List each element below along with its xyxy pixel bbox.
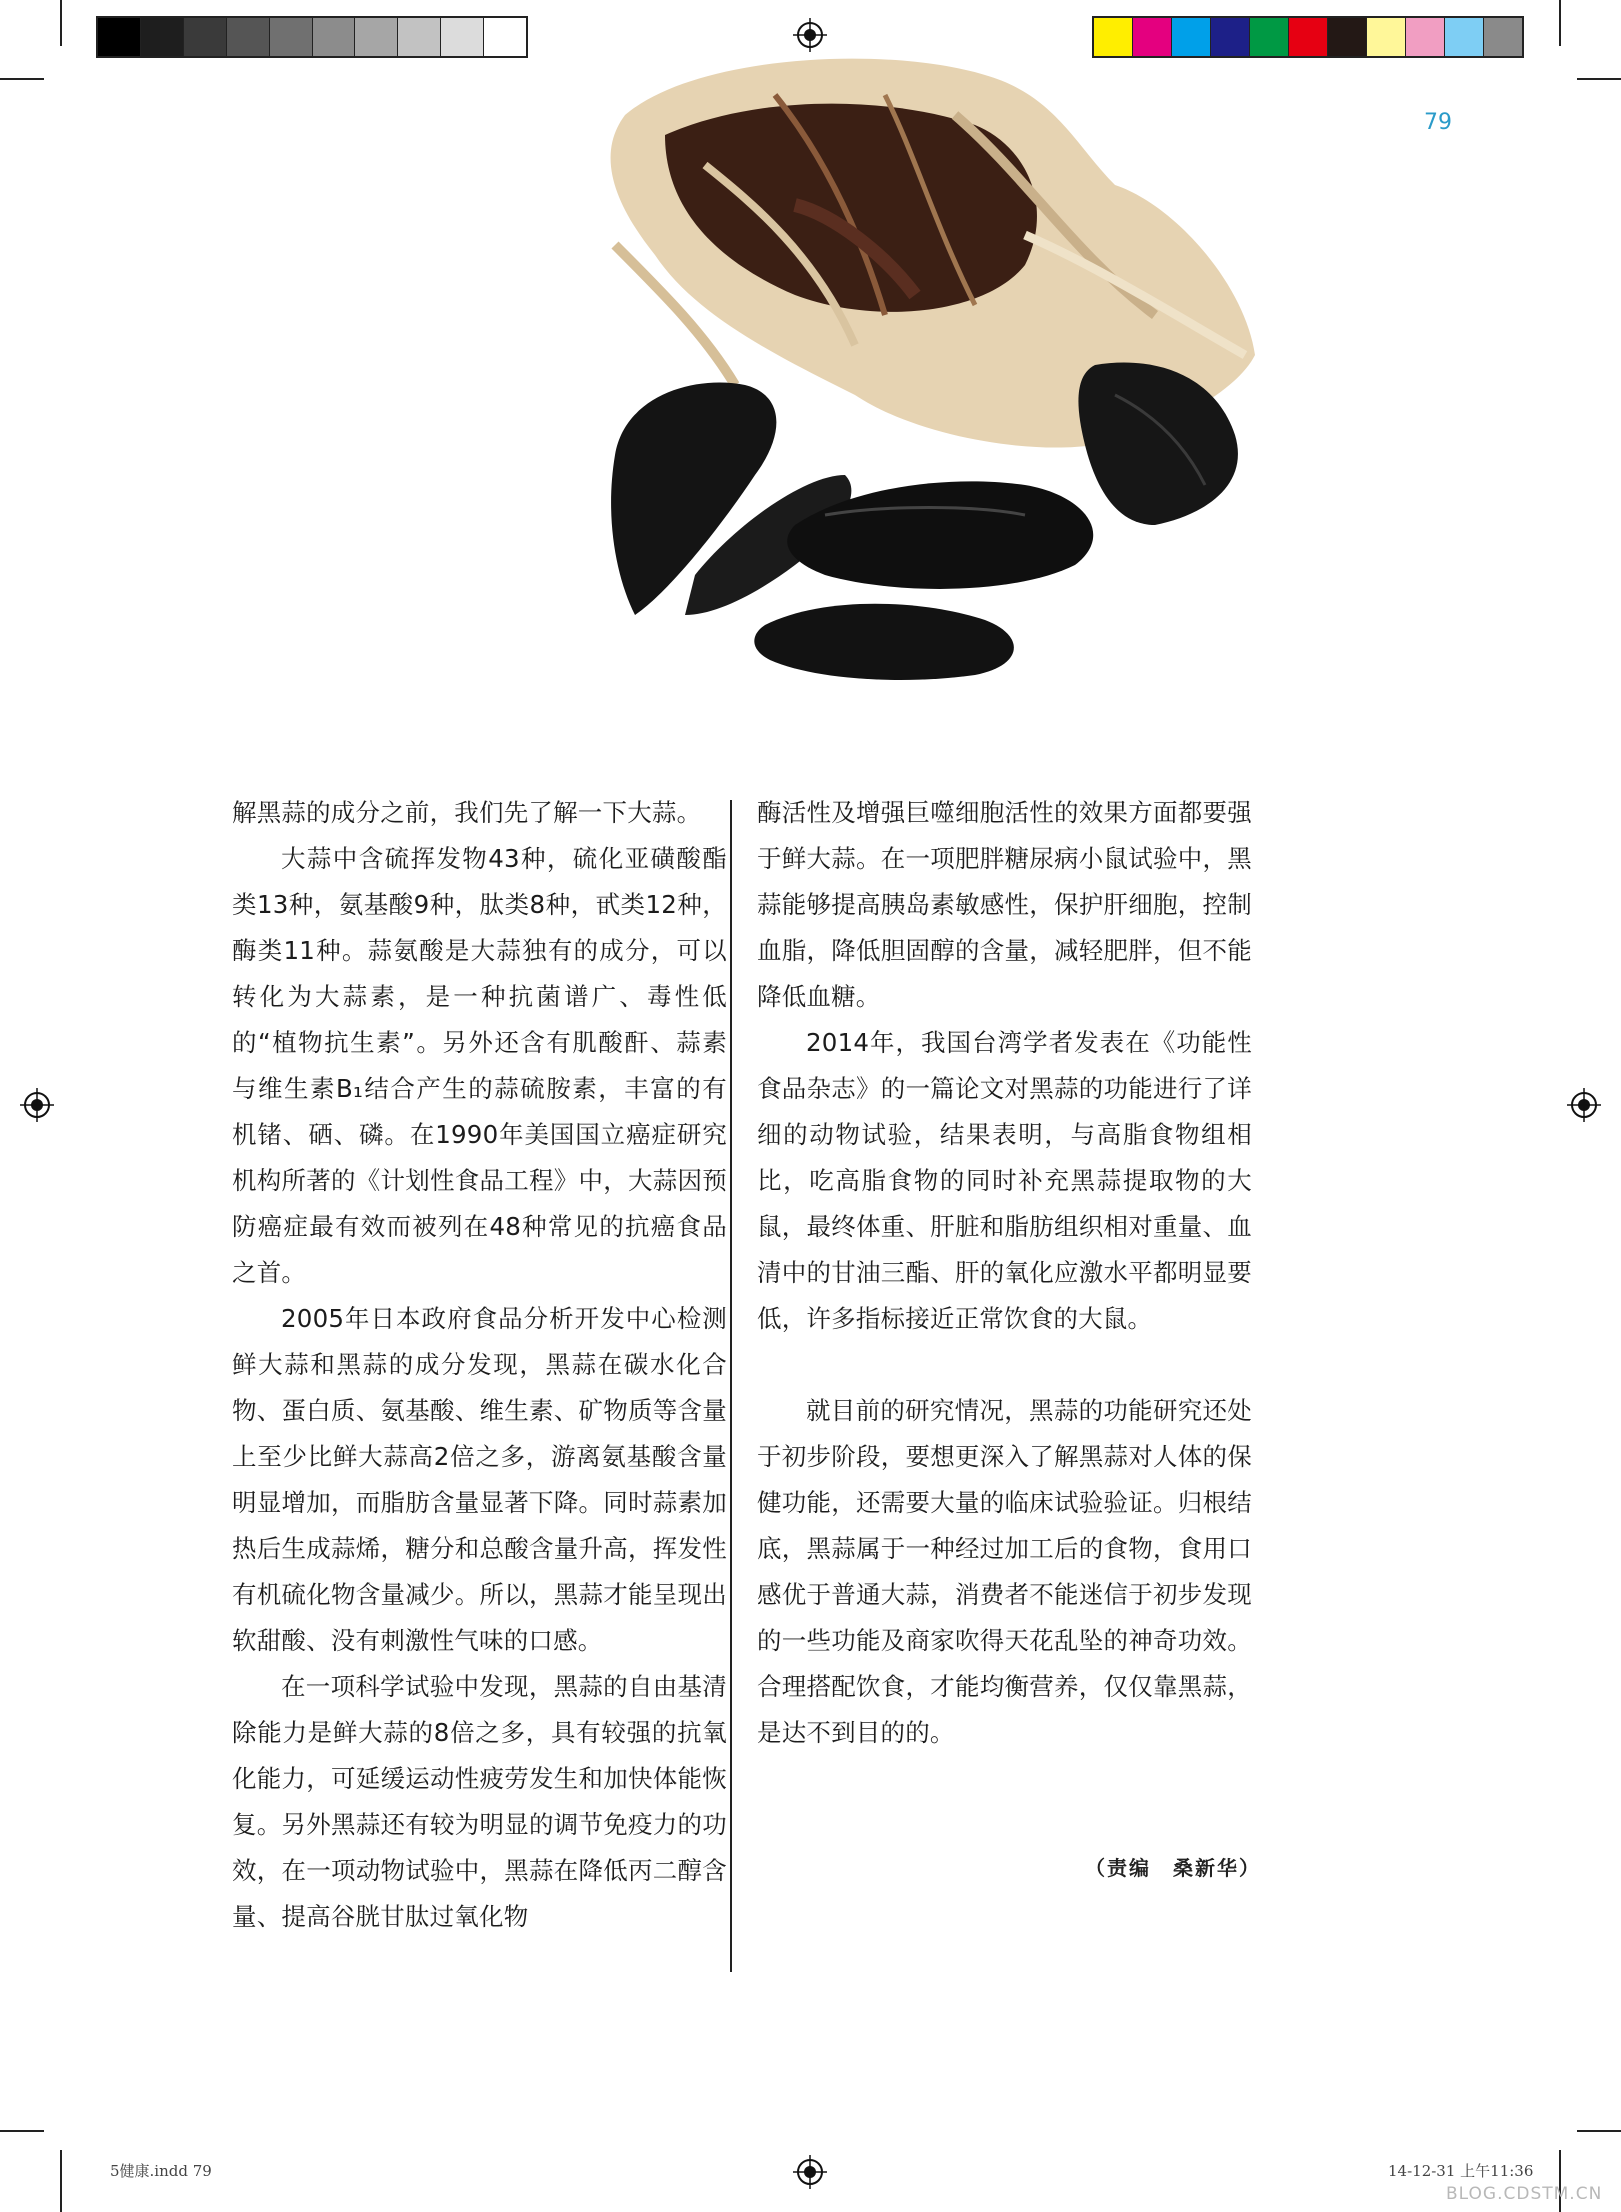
crop-mark bbox=[0, 2130, 44, 2132]
color-swatch bbox=[1406, 18, 1445, 56]
gray-swatch bbox=[313, 18, 356, 56]
paragraph: 2005年日本政府食品分析开发中心检测鲜大蒜和黑蒜的成分发现，黑蒜在碳水化合物、蛋白质、氨基酸、维生素、矿物质等含量上至少比鲜大蒜高2倍之多，游离氨基酸含量明显增加，而脂肪含量显著下降。同时蒜素加热后生成蒜烯，糖分和总酸含量升高，挥发性有机硫化物含量减少。所以，黑蒜才能呈现出软甜酸、没有刺激性气味的口感。 bbox=[232, 1304, 727, 1655]
crop-mark bbox=[1559, 0, 1561, 46]
gray-swatch bbox=[441, 18, 484, 56]
color-swatch bbox=[1133, 18, 1172, 56]
paragraph: 2014年，我国台湾学者发表在《功能性食品杂志》的一篇论文对黑蒜的功能进行了详细的动物试验，结果表明，与高脂食物组相比，吃高脂食物的同时补充黑蒜提取物的大鼠，最终体重、肝脏和脂肪组织相对重量、血清中的甘油三酯、肝的氧化应激水平都明显要低，许多指标接近正常饮食的大鼠。 bbox=[757, 1028, 1252, 1333]
color-bar bbox=[1092, 16, 1524, 58]
crop-mark bbox=[60, 2150, 62, 2212]
slug-filename: 5健康.indd 79 bbox=[110, 2162, 212, 2180]
crop-mark bbox=[1577, 78, 1621, 80]
article-column-left bbox=[232, 790, 727, 1940]
color-swatch bbox=[1367, 18, 1406, 56]
gray-swatch bbox=[355, 18, 398, 56]
watermark: BLOG.CDSTM.CN bbox=[1446, 2184, 1603, 2204]
crop-mark bbox=[60, 0, 62, 46]
color-swatch bbox=[1445, 18, 1484, 56]
registration-mark-icon bbox=[793, 18, 827, 52]
color-swatch bbox=[1094, 18, 1133, 56]
paragraph: 解黑蒜的成分之前，我们先了解一下大蒜。 bbox=[232, 798, 702, 827]
crop-mark bbox=[0, 78, 44, 80]
gray-swatch bbox=[141, 18, 184, 56]
slug-timestamp: 14-12-31 上午11:36 bbox=[1388, 2162, 1534, 2180]
black-garlic-photo bbox=[555, 55, 1410, 735]
grayscale-bar bbox=[96, 16, 528, 58]
paragraph: 就目前的研究情况，黑蒜的功能研究还处于初步阶段，要想更深入了解黑蒜对人体的保健功能，还需要大量的临床试验验证。归根结底，黑蒜属于一种经过加工后的食物，食用口感优于普通大蒜，消费者不能迷信于初步发现的一些功能及商家吹得天花乱坠的神奇功效。合理搭配饮食，才能均衡营养，仅仅靠黑蒜，是达不到目的的。 bbox=[757, 1396, 1252, 1747]
registration-mark-icon bbox=[793, 2155, 827, 2189]
registration-mark-icon bbox=[1567, 1088, 1601, 1122]
color-swatch bbox=[1289, 18, 1328, 56]
editor-credit: （责编 桑新华） bbox=[1085, 1856, 1261, 1880]
gray-swatch bbox=[227, 18, 270, 56]
color-swatch bbox=[1172, 18, 1211, 56]
gray-swatch bbox=[270, 18, 313, 56]
gray-swatch bbox=[184, 18, 227, 56]
gray-swatch bbox=[484, 18, 526, 56]
color-swatch bbox=[1250, 18, 1289, 56]
color-swatch bbox=[1328, 18, 1367, 56]
column-divider bbox=[730, 800, 732, 1972]
page-number: 79 bbox=[1424, 110, 1452, 135]
paragraph: 酶活性及增强巨噬细胞活性的效果方面都要强于鲜大蒜。在一项肥胖糖尿病小鼠试验中，黑蒜能够提高胰岛素敏感性，保护肝细胞，控制血脂，降低胆固醇的含量，减轻肥胖，但不能降低血糖。 bbox=[757, 798, 1252, 1011]
registration-mark-icon bbox=[20, 1088, 54, 1122]
article-column-right bbox=[757, 790, 1252, 1756]
crop-mark bbox=[1577, 2130, 1621, 2132]
color-swatch bbox=[1211, 18, 1250, 56]
gray-swatch bbox=[398, 18, 441, 56]
color-swatch bbox=[1484, 18, 1522, 56]
paragraph: 在一项科学试验中发现，黑蒜的自由基清除能力是鲜大蒜的8倍之多，具有较强的抗氧化能力，可延缓运动性疲劳发生和加快体能恢复。另外黑蒜还有较为明显的调节免疫力的功效，在一项动物试验中，黑蒜在降低丙二醇含量、提高谷胱甘肽过氧化物 bbox=[232, 1672, 727, 1931]
paragraph: 大蒜中含硫挥发物43种，硫化亚磺酸酯类13种，氨基酸9种，肽类8种，甙类12种，酶类11种。蒜氨酸是大蒜独有的成分，可以转化为大蒜素，是一种抗菌谱广、毒性低的“植物抗生素”。另外还含有肌酸酐、蒜素与维生素B₁结合产生的蒜硫胺素，丰富的有机锗、硒、磷。在1990年美国国立癌症研究机构所著的《计划性食品工程》中，大蒜因预防癌症最有效而被列在48种常见的抗癌食品之首。 bbox=[232, 844, 727, 1287]
gray-swatch bbox=[98, 18, 141, 56]
